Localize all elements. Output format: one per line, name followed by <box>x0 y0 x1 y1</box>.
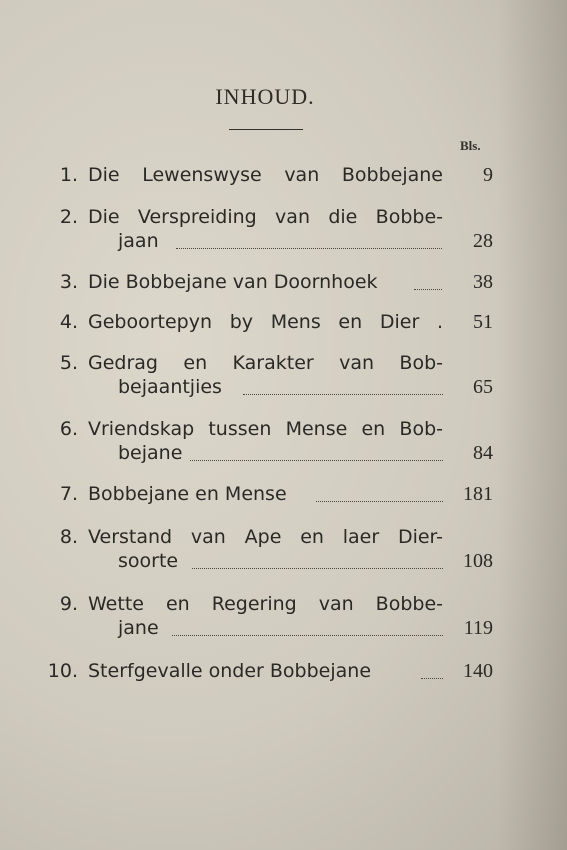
entry-title-continued: jane <box>118 617 159 639</box>
entry-page: 51 <box>473 311 493 333</box>
entry-page: 28 <box>473 230 493 252</box>
dot-leader <box>192 568 443 569</box>
entry-title: Geboortepyn by Mens en Dier . <box>88 311 443 333</box>
entry-number: 6. <box>59 418 78 440</box>
entry-title: Die Bobbejane van Doornhoek <box>88 271 378 293</box>
entry-page: 9 <box>483 164 493 186</box>
entry-page: 84 <box>473 442 493 464</box>
page-title: INHOUD. <box>215 84 315 109</box>
dot-leader <box>316 501 443 502</box>
dot-leader <box>421 678 443 679</box>
title-rule <box>229 129 303 130</box>
entry-page: 38 <box>473 271 493 293</box>
entry-page: 140 <box>463 660 493 682</box>
dot-leader <box>414 289 442 290</box>
entry-page: 181 <box>463 483 493 505</box>
entry-title: Verstand van Ape en laer Dier- <box>88 526 443 548</box>
entry-number: 8. <box>59 526 78 548</box>
dot-leader <box>176 248 442 249</box>
dot-leader <box>172 635 443 636</box>
entry-number: 7. <box>59 483 78 505</box>
entry-number: 3. <box>59 271 78 293</box>
entry-number: 2. <box>59 206 78 228</box>
page-column-label: Bls. <box>460 138 481 153</box>
entry-title-continued: soorte <box>118 550 179 572</box>
entry-title: Vriendskap tussen Mense en Bob- <box>88 418 443 440</box>
dot-leader <box>190 460 443 461</box>
dot-leader <box>243 394 443 395</box>
entry-number: 5. <box>59 352 78 374</box>
entry-page: 108 <box>463 550 493 572</box>
entry-title: Die Lewenswyse van Bobbejane <box>88 164 443 186</box>
entry-title: Gedrag en Karakter van Bob- <box>88 352 443 374</box>
entry-title: Die Verspreiding van die Bobbe- <box>88 206 443 228</box>
page-edge-shadow <box>497 0 567 850</box>
entry-number: 10. <box>47 660 78 682</box>
entry-number: 4. <box>59 311 78 333</box>
entry-title-continued: bejaantjies <box>118 376 222 398</box>
entry-title-continued: jaan <box>118 230 159 252</box>
entry-number: 9. <box>59 593 78 615</box>
entry-title: Sterfgevalle onder Bobbejane <box>88 660 372 682</box>
entry-page: 65 <box>473 376 493 398</box>
entry-number: 1. <box>59 164 78 186</box>
entry-title-continued: bejane <box>118 442 183 464</box>
entry-title: Bobbejane en Mense <box>88 483 287 505</box>
entry-page: 119 <box>463 617 493 639</box>
entry-title: Wette en Regering van Bobbe- <box>88 593 443 615</box>
